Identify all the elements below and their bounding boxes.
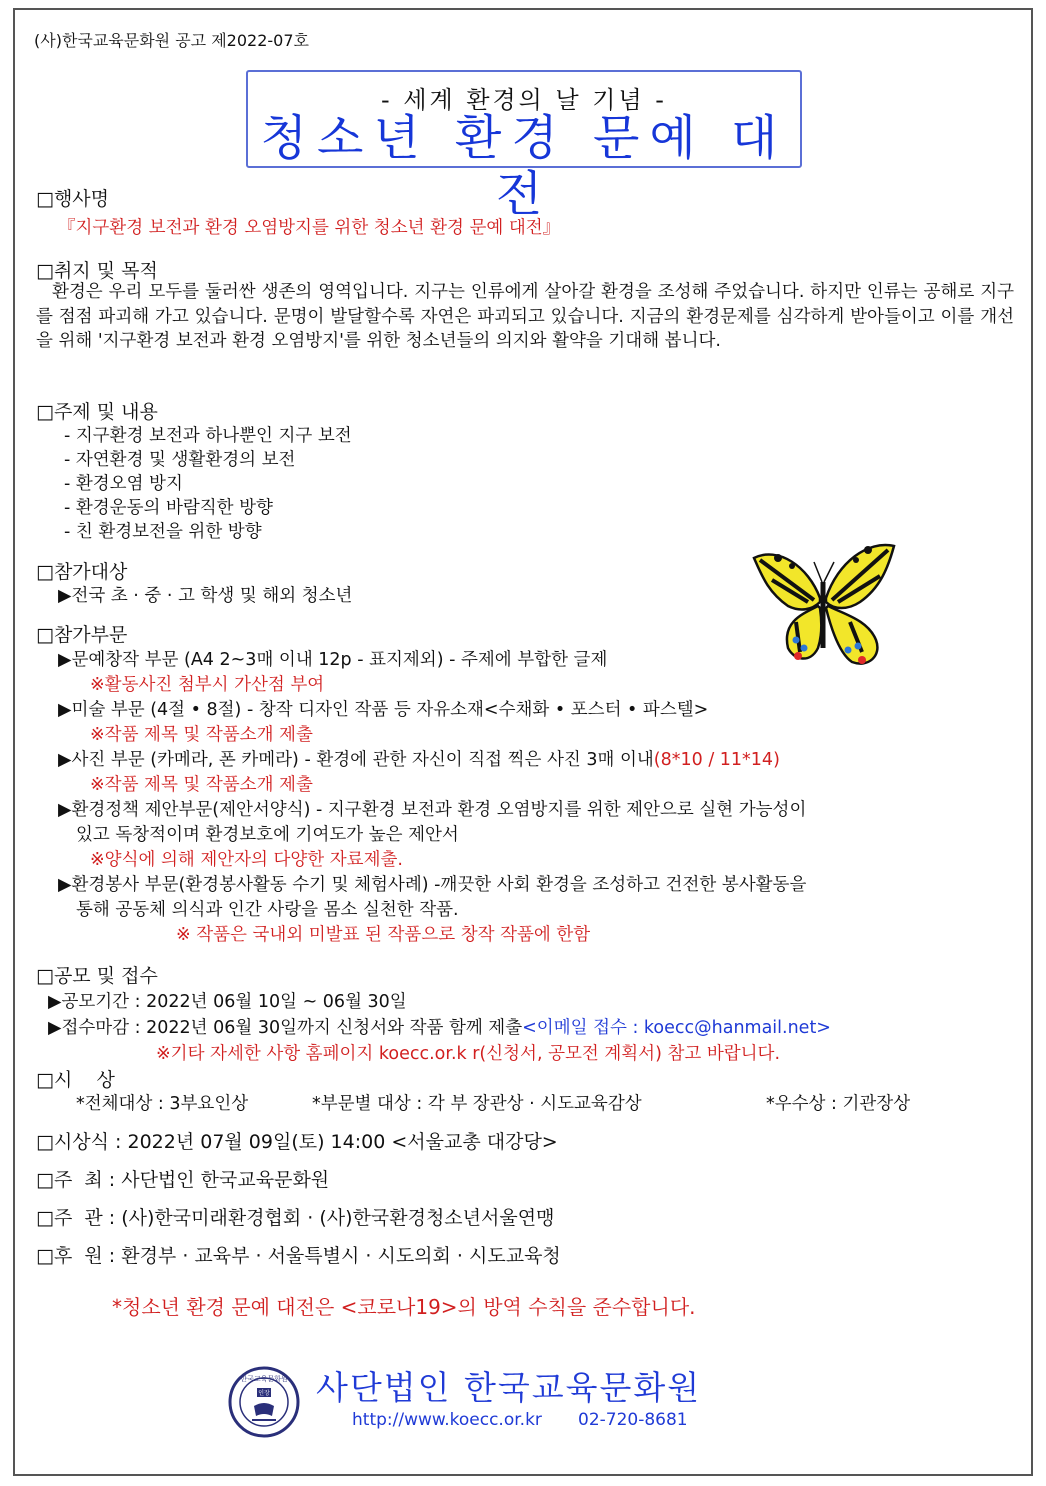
category-photo xyxy=(58,746,780,771)
category-literature: ▶문예창작 부문 (A4 2~3매 이내 12p - 표지제외) - 주제에 부합한 글제 xyxy=(58,650,608,670)
host-info: □주 최 : 사단법인 한국교육문화원 xyxy=(36,1169,330,1191)
category-policy-line2: 있고 독창적이며 환경보호에 기여도가 높은 제안서 xyxy=(76,825,459,845)
submission-deadline-row xyxy=(48,1014,831,1039)
covid-notice: *청소년 환경 문예 대전은 <코로나19>의 방역 수칙을 준수합니다. xyxy=(112,1295,696,1319)
butterfly-illustration xyxy=(748,536,898,674)
event-subtitle: - 세계 환경의 날 기념 - xyxy=(381,86,667,114)
footer-phone: 02-720-8681 xyxy=(578,1410,688,1430)
seal-arc-text: 한국교육문화원 xyxy=(240,1375,288,1383)
category-photo-note: ※작품 제목 및 작품소개 제출 xyxy=(90,775,313,795)
category-art-note: ※작품 제목 및 작품소개 제출 xyxy=(90,725,313,745)
topic-item: - 환경운동의 바람직한 방향 xyxy=(64,498,273,518)
category-policy-line1: ▶환경정책 제안부문(제안서양식) - 지구환경 보전과 환경 오염방지를 위한 제안으로 실현 가능성이 xyxy=(58,800,807,820)
section-heading-categories: □참가부문 xyxy=(36,624,128,646)
section-heading-awards: □시 상 xyxy=(36,1069,115,1091)
eligibility-text: ▶전국 초 · 중 · 고 학생 및 해외 청소년 xyxy=(58,586,353,606)
footer-organization: 사단법인 한국교육문화원 xyxy=(316,1368,702,1407)
category-policy-note: ※양식에 의해 제안자의 다양한 자료제출. xyxy=(90,850,403,870)
title-box xyxy=(246,70,802,222)
category-art: ▶미술 부문 (4절 • 8절) - 창작 디자인 작품 등 자유소재<수채화 • 포스터 • 파스텔> xyxy=(58,700,709,720)
section-heading-purpose: □취지 및 목적 xyxy=(36,260,158,282)
award-section: *부문별 대상 : 각 부 장관상 · 시도교육감상 xyxy=(312,1094,642,1114)
submission-note: ※기타 자세한 사항 홈페이지 koecc.or.k r(신청서, 공모전 계획서) 참고 바랍니다. xyxy=(156,1044,781,1064)
sponsor-info: □후 원 : 환경부 · 교육부 · 서울특별시 · 시도의회 · 시도교육청 xyxy=(36,1245,561,1267)
purpose-paragraph: 환경은 우리 모두를 둘러싼 생존의 영역입니다. 지구는 인류에게 살아갈 환경을 조성해 주었습니다. 하지만 인류는 공해로 지구를 점점 파괴해 가고 있습니다. 문명이 발달할수록 자연은 파괴되고 있습니다. 지금의 환경문제를 심각하게 받아들이고 이를 개선을 위해 '지구환경 보전과 환경 오염방지'를 위한 청소년들의 의지와 활약을 기대해 봅니다. xyxy=(36,282,1014,351)
section-heading-topics: □주제 및 내용 xyxy=(36,401,158,423)
topic-item: - 친 환경보전을 위한 방향 xyxy=(64,522,262,542)
topic-item: - 지구환경 보전과 하나뿐인 지구 보전 xyxy=(64,426,352,446)
category-volunteer-line1: ▶환경봉사 부문(환경봉사활동 수기 및 체험사례) -깨끗한 사회 환경을 조성하고 건전한 봉사활동을 xyxy=(58,875,807,895)
category-literature-note: ※활동사진 첨부시 가산점 부여 xyxy=(90,675,325,695)
section-heading-eligibility: □참가대상 xyxy=(36,561,128,583)
category-volunteer-line2: 통해 공동체 의식과 인간 사랑을 몸소 실천한 작품. xyxy=(76,900,459,920)
topic-item: - 자연환경 및 생활환경의 보전 xyxy=(64,450,296,470)
submission-deadline: ▶접수마감 : 2022년 06월 30일까지 신청서와 작품 함께 제출 xyxy=(48,1018,523,1038)
event-title: 청소년 환경 문예 대전 xyxy=(260,110,788,222)
award-grand: *전체대상 : 3부요인상 xyxy=(76,1094,249,1114)
organizer-info: □주 관 : (사)한국미래환경협회 · (사)한국환경청소년서울연맹 xyxy=(36,1207,555,1229)
event-name: 『지구환경 보전과 환경 오염방지를 위한 청소년 환경 문예 대전』 xyxy=(58,218,561,238)
category-photo-size: (8*10 / 11*14) xyxy=(653,750,780,770)
footer-url[interactable]: http://www.koecc.or.kr xyxy=(352,1410,542,1430)
organization-seal-icon xyxy=(228,1366,300,1438)
notice-number: (사)한국교육문화원 공고 제2022-07호 xyxy=(34,31,309,50)
award-excellence: *우수상 : 기관장상 xyxy=(766,1094,911,1114)
category-photo-text: ▶사진 부문 (카메라, 폰 카메라) - 환경에 관한 자신이 직접 찍은 사진 3매 이내 xyxy=(58,750,654,770)
submission-email: <이메일 접수 : koecc@hanmail.net> xyxy=(522,1018,831,1038)
section-heading-submission: □공모 및 접수 xyxy=(36,965,158,987)
seal-center-text: 인장 xyxy=(258,1390,270,1397)
ceremony-info: □시상식 : 2022년 07월 09일(토) 14:00 <서울교총 대강당> xyxy=(36,1131,558,1153)
submission-period: ▶공모기간 : 2022년 06월 10일 ~ 06월 30일 xyxy=(48,992,407,1012)
category-common-note: ※ 작품은 국내외 미발표 된 작품으로 창작 작품에 한함 xyxy=(176,925,591,945)
section-heading-event: □행사명 xyxy=(36,188,110,210)
topic-item: - 환경오염 방지 xyxy=(64,474,183,494)
